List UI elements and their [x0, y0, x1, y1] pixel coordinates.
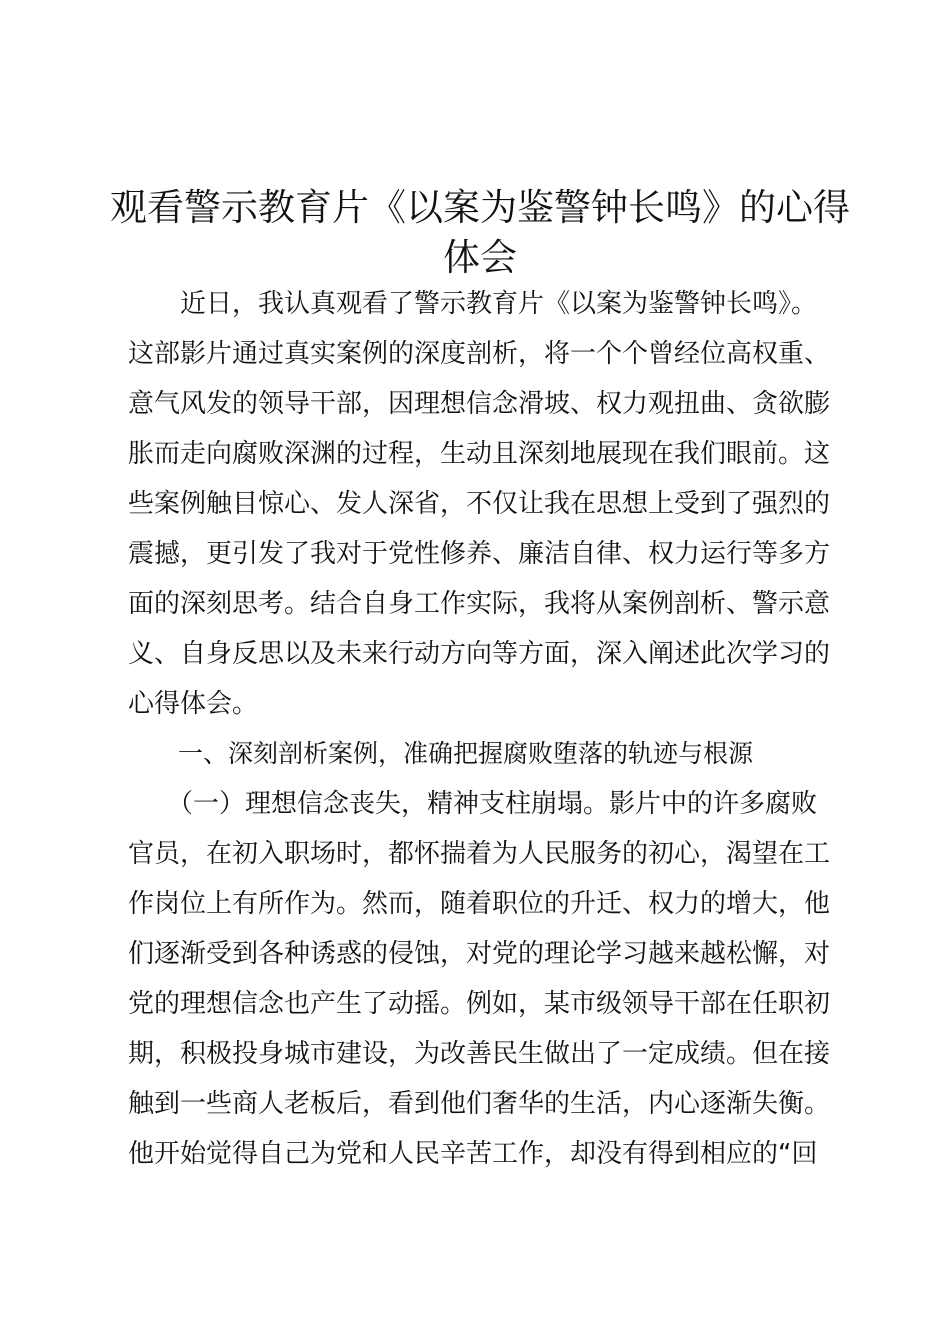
body-line: 震撼，更引发了我对于党性修养、廉洁自律、权力运行等多方 [128, 539, 831, 569]
body-line: 官员，在初入职场时，都怀揣着为人民服务的初心，渴望在工 [128, 839, 831, 869]
body-line: 触到一些商人老板后，看到他们奢华的生活，内心逐渐失衡。 [128, 1089, 831, 1119]
body-line: 面的深刻思考。结合自身工作实际，我将从案例剖析、警示意 [128, 589, 831, 619]
body-line: 期，积极投身城市建设，为改善民生做出了一定成绩。但在接 [128, 1039, 831, 1069]
body-line: 党的理想信念也产生了动摇。例如，某市级领导干部在任职初 [128, 989, 831, 1019]
body-line: 义、自身反思以及未来行动方向等方面，深入阐述此次学习的 [128, 639, 831, 669]
body-line: 些案例触目惊心、发人深省，不仅让我在思想上受到了强烈的 [128, 489, 831, 519]
body-line: （一）理想信念丧失，精神支柱崩塌。影片中的许多腐败 [128, 789, 818, 819]
section-heading: 一、深刻剖析案例，准确把握腐败堕落的轨迹与根源 [128, 739, 754, 768]
body-line: 心得体会。 [128, 689, 259, 719]
document-title-line-1: 观看警示教育片《以案为鉴警钟长鸣》的心得 [110, 186, 850, 229]
body-line: 近日，我认真观看了警示教育片《以案为鉴警钟长鸣》。 [128, 289, 818, 319]
body-line: 他开始觉得自己为党和人民辛苦工作，却没有得到相应的“回 [128, 1139, 818, 1169]
body-line: 们逐渐受到各种诱惑的侵蚀，对党的理论学习越来越松懈，对 [128, 939, 831, 969]
body-line: 意气风发的领导干部，因理想信念滑坡、权力观扭曲、贪欲膨 [128, 389, 831, 419]
body-line: 作岗位上有所作为。然而，随着职位的升迁、权力的增大，他 [128, 889, 831, 919]
body-line: 这部影片通过真实案例的深度剖析，将一个个曾经位高权重、 [128, 339, 831, 369]
document-title-line-2: 体会 [443, 236, 517, 279]
body-line: 胀而走向腐败深渊的过程，生动且深刻地展现在我们眼前。这 [128, 439, 831, 469]
